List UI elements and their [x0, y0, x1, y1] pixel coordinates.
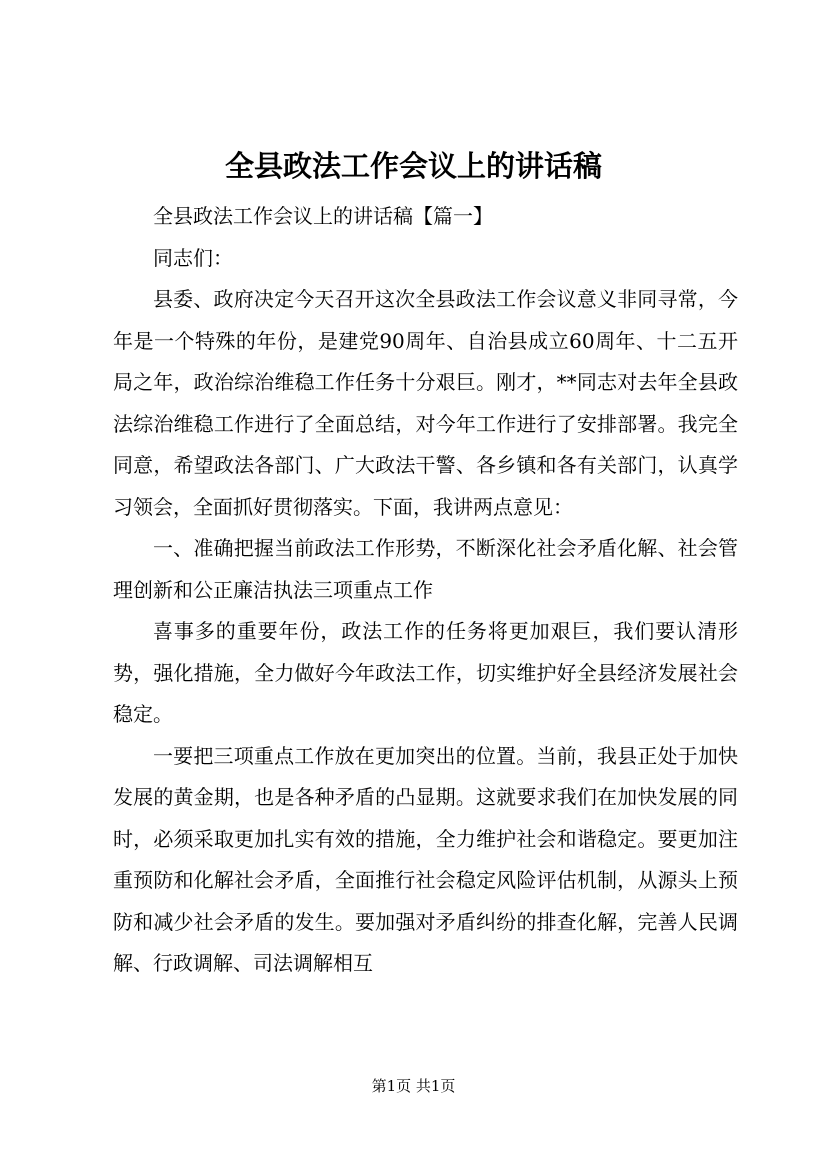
- document-body: [113, 196, 738, 985]
- paragraph-point-one: 一要把三项重点工作放在更加突出的位置。当前，我县正处于加快发展的黄金期，也是各种矛盾的凸显期。这就要求我们在加快发展的同时，必须采取更加扎实有效的措施，全力维护社会和谐稳定。要更加注重预防和化解社会矛盾，全面推行社会稳定风险评估机制，从源头上预防和减少社会矛盾的发生。要加强对矛盾纠纷的排查化解，完善人民调解、行政调解、司法调解相互: [113, 743, 738, 975]
- paragraph-heading-one: 一、准确把握当前政法工作形势，不断深化社会矛盾化解、社会管理创新和公正廉洁执法三项重点工作: [113, 536, 738, 602]
- section-heading: 全县政法工作会议上的讲话稿【篇一】: [153, 204, 493, 228]
- paragraph-intro: 县委、政府决定今天召开这次全县政法工作会议意义非同寻常，今年是一个特殊的年份，是建党90周年、自治县成立60周年、十二五开局之年，政治综治维稳工作任务十分艰巨。刚才，**同志对去年全县政法综治维稳工作进行了全面总结，对今年工作进行了安排部署。我完全同意，希望政法各部门、广大政法干警、各乡镇和各有关部门，认真学习领会，全面抓好贯彻落实。下面，我讲两点意见：: [113, 287, 738, 519]
- page-footer: 第1页 共1页: [371, 1077, 456, 1095]
- salutation: 同志们：: [153, 245, 233, 270]
- paragraph-situation: 喜事多的重要年份，政法工作的任务将更加艰巨，我们要认清形势，强化措施，全力做好今年政法工作，切实维护好全县经济发展社会稳定。: [113, 619, 738, 726]
- document-title: 全县政法工作会议上的讲话稿: [224, 149, 602, 183]
